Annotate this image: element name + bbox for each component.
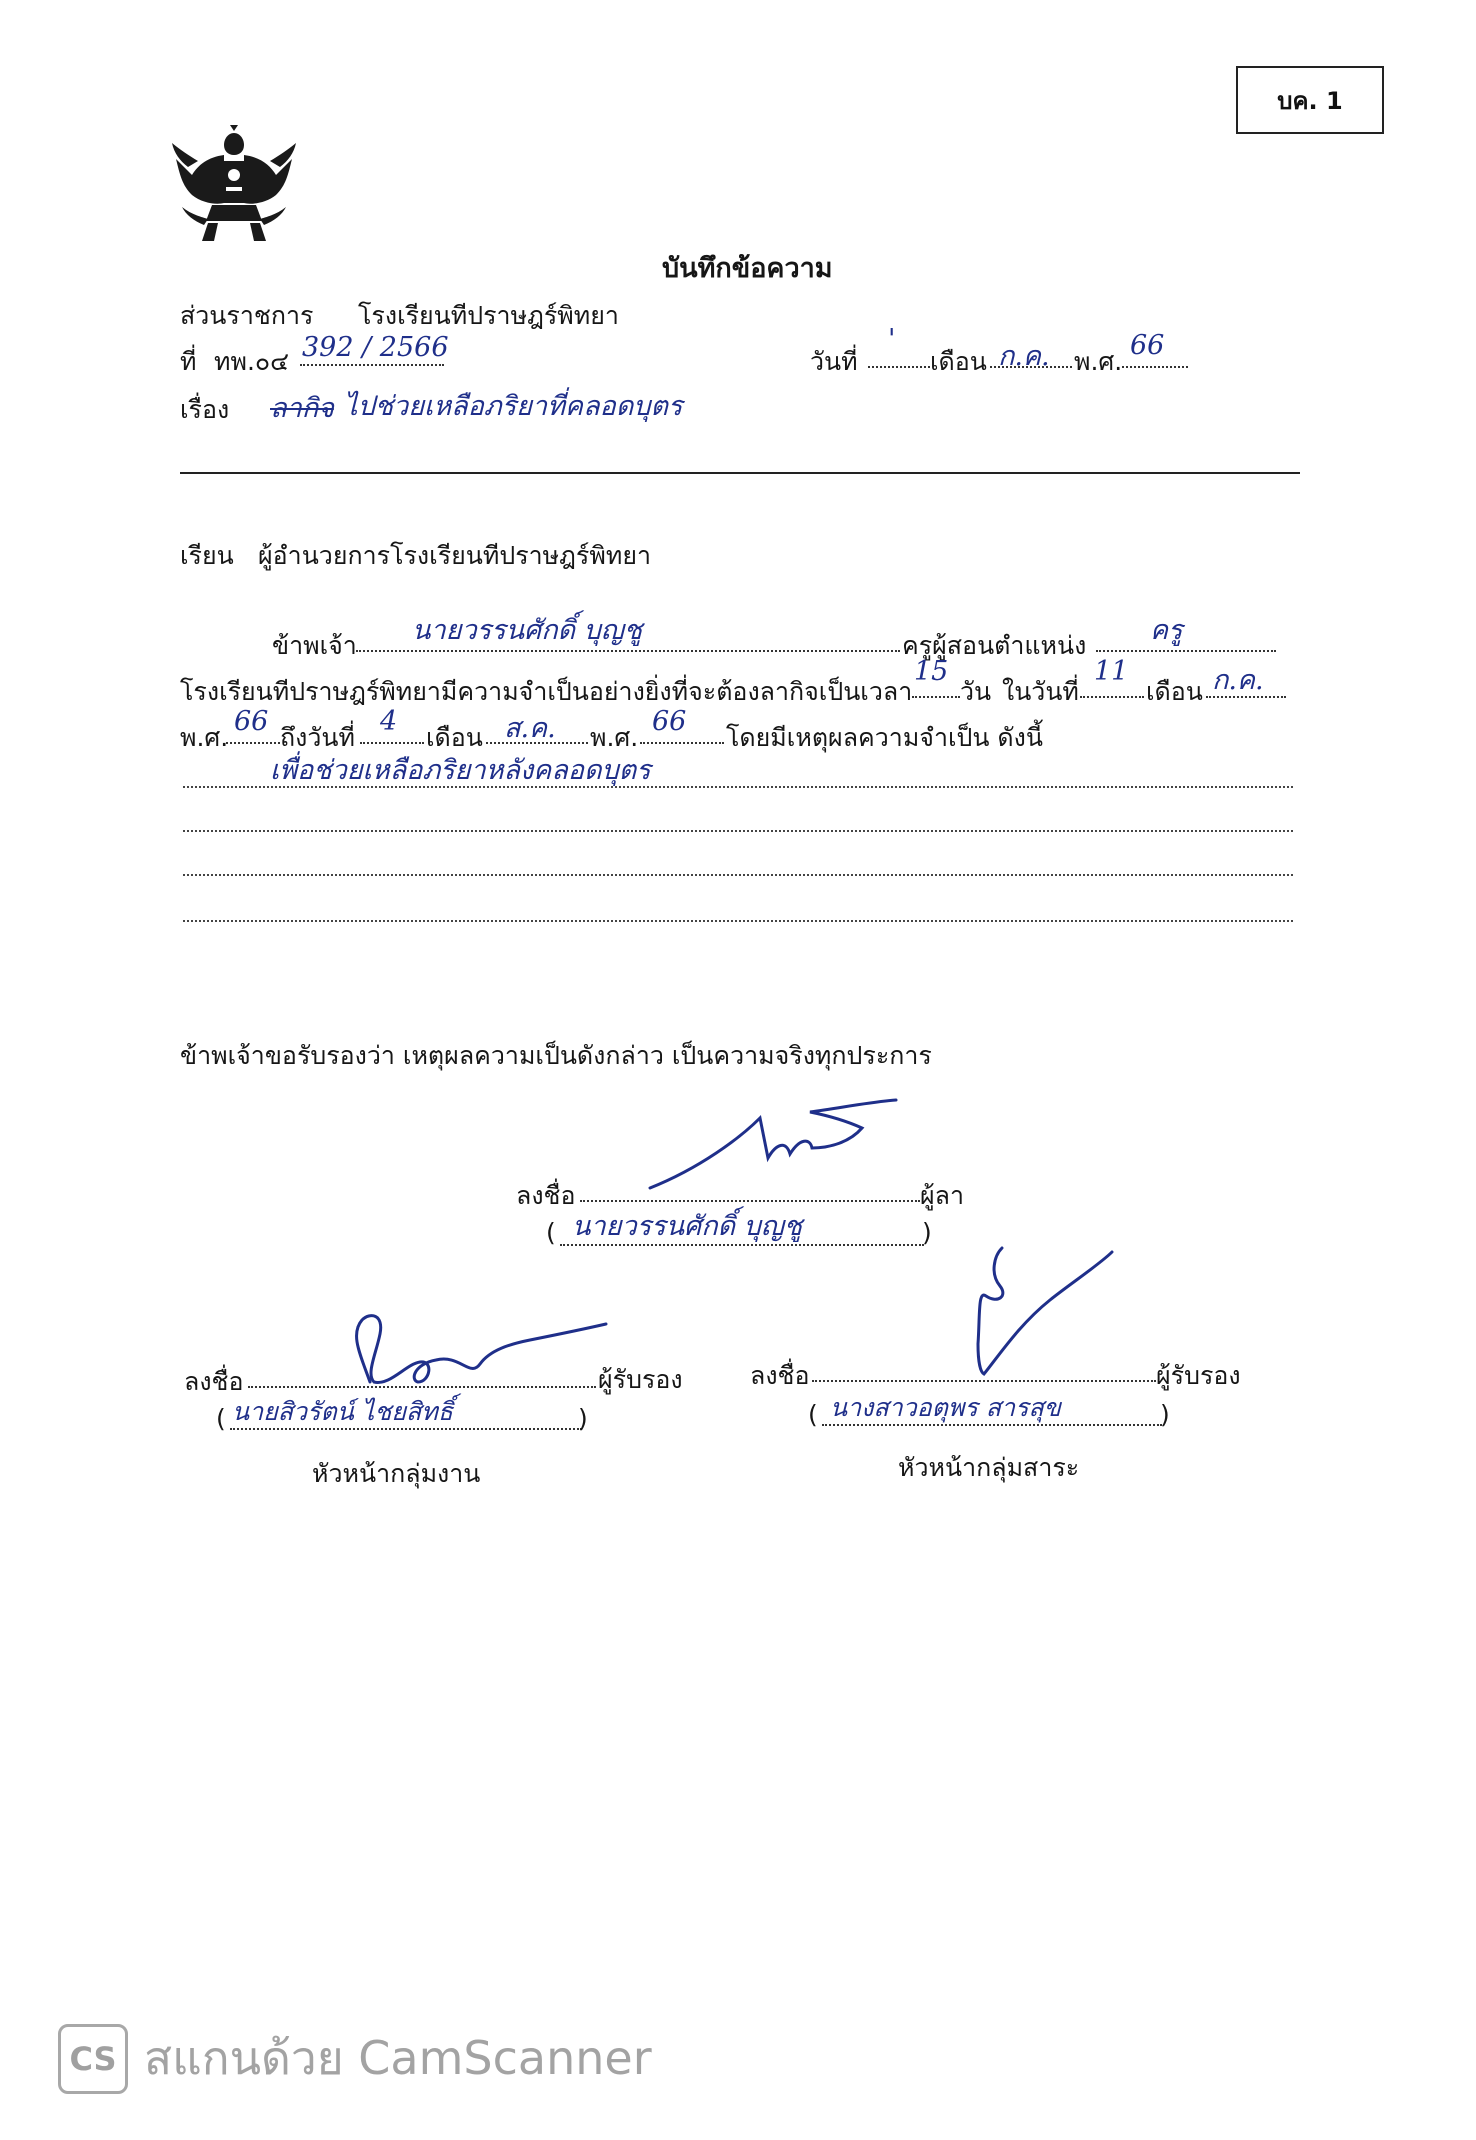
month-value: ก.ค. — [998, 341, 1050, 372]
date-value: ' — [888, 324, 896, 355]
work-head-role-label: ผู้รับรอง — [598, 1365, 683, 1394]
subject-head-name-close-paren: ) — [1160, 1400, 1170, 1429]
subject-head-role-label: ผู้รับรอง — [1156, 1361, 1241, 1390]
days-label: วัน — [960, 677, 992, 706]
date-label: วันที่ — [810, 347, 858, 376]
position-value: ครู — [1150, 615, 1183, 646]
year-label: พ.ศ. — [1074, 347, 1123, 376]
ref-label: ที่ — [180, 347, 197, 376]
applicant-signature-icon — [640, 1098, 900, 1194]
reason-line-3 — [183, 874, 1293, 876]
from-year-value: 66 — [234, 706, 269, 737]
ref-prefix: ทพ.๐๔ — [214, 347, 290, 376]
line2-text: โรงเรียนทีปราษฎร์พิทยามีความจำเป็นอย่างยิ่งที่จะต้องลากิจเป็นเวลา — [180, 677, 913, 706]
from-month-value: ก.ค. — [1212, 665, 1264, 696]
to-year-dotline — [640, 742, 724, 744]
reason-value: เพื่อช่วยเหลือภริยาหลังคลอดบุตร — [270, 755, 651, 786]
work-head-name-close-paren: ) — [578, 1404, 588, 1433]
to-value: ผู้อำนวยการโรงเรียนทีปราษฎร์พิทยา — [258, 541, 652, 570]
subject-head-name-open-paren: ( — [808, 1400, 818, 1429]
reason-intro: โดยมีเหตุผลความจำเป็น ดังนี้ — [726, 723, 1043, 752]
from-year-label: พ.ศ. — [180, 723, 229, 752]
from-date-value: 11 — [1094, 656, 1129, 687]
subject-value: ไปช่วยเหลือภริยาที่คลอดบุตร — [344, 391, 683, 422]
to-label: เรียน — [180, 541, 234, 570]
position-dotline — [1096, 650, 1276, 652]
to-month-label: เดือน — [426, 723, 483, 752]
from-date-dotline — [1080, 696, 1144, 698]
work-head-name-open-paren: ( — [216, 1404, 226, 1433]
camscanner-text: สแกนด้วย CamScanner — [144, 2031, 652, 2085]
reason-line-4 — [183, 920, 1293, 922]
work-head-sign-label: ลงชื่อ — [184, 1367, 244, 1396]
form-code: บค. 1 — [1277, 86, 1343, 115]
certify-text: ข้าพเจ้าขอรับรองว่า เหตุผลความเป็นดังกล่าว เป็นความจริงทุกประการ — [180, 1041, 932, 1070]
applicant-label: ข้าพเจ้า — [272, 631, 357, 660]
applicant-name-open-paren: ( — [546, 1218, 556, 1247]
agency-label: ส่วนราชการ — [180, 301, 314, 330]
from-year-dotline — [226, 742, 280, 744]
applicant-name-close-paren: ) — [922, 1218, 932, 1247]
work-head-signature-icon — [310, 1294, 610, 1390]
subject-head-title: หัวหน้ากลุ่มสาระ — [898, 1453, 1080, 1482]
to-year-label: พ.ศ. — [590, 723, 639, 752]
duration-value: 15 — [914, 656, 949, 687]
reason-line-2 — [183, 830, 1293, 832]
camscanner-logo-icon: CS — [58, 2024, 128, 2094]
header-divider — [180, 472, 1300, 474]
year-dotline — [1122, 366, 1188, 368]
date-dotline — [868, 366, 930, 368]
to-date-dotline — [360, 742, 424, 744]
duration-dotline — [912, 696, 960, 698]
to-month-value: ส.ค. — [504, 713, 556, 744]
from-month-label: เดือน — [1146, 677, 1203, 706]
applicant-role-label: ผู้ลา — [920, 1181, 965, 1210]
subject-head-printed-name: นางสาวอตุพร สารสุข — [830, 1393, 1061, 1422]
to-date-value: 4 — [380, 706, 398, 737]
applicant-name: นายวรรนศักดิ์ บุญชู — [412, 615, 643, 646]
work-head-title: หัวหน้ากลุ่มงาน — [312, 1459, 481, 1488]
agency-value: โรงเรียนทีปราษฎร์พิทยา — [358, 301, 619, 330]
ref-dotline — [300, 364, 444, 366]
from-date-label: ในวันที่ — [1002, 677, 1079, 706]
position-label: ครูผู้สอนตำแหน่ง — [902, 631, 1087, 660]
work-head-sign-dotline — [248, 1386, 596, 1388]
year-value: 66 — [1130, 330, 1165, 361]
form-code-box — [1236, 66, 1384, 134]
month-label: เดือน — [930, 347, 987, 376]
applicant-printed-name: นายวรรนศักดิ์ บุญชู — [572, 1211, 803, 1242]
subject-head-signature-icon — [960, 1244, 1120, 1376]
garuda-emblem-icon — [168, 125, 300, 243]
subject-head-sign-dotline — [812, 1380, 1156, 1382]
ref-value: 392 / 2566 — [302, 332, 449, 363]
camscanner-watermark — [58, 2022, 652, 2095]
work-head-printed-name: นายสิวรัตน์ ไชยสิทธิ์ — [232, 1397, 453, 1426]
memo-title: บันทึกข้อความ — [662, 253, 833, 284]
subject-struck: ลากิจ — [270, 393, 334, 424]
to-year-value: 66 — [652, 706, 687, 737]
subject-label: เรื่อง — [180, 395, 230, 424]
to-date-label: ถึงวันที่ — [280, 723, 355, 752]
applicant-sign-label: ลงชื่อ — [516, 1181, 576, 1210]
applicant-sign-dotline — [580, 1200, 920, 1202]
subject-head-sign-label: ลงชื่อ — [750, 1361, 810, 1390]
